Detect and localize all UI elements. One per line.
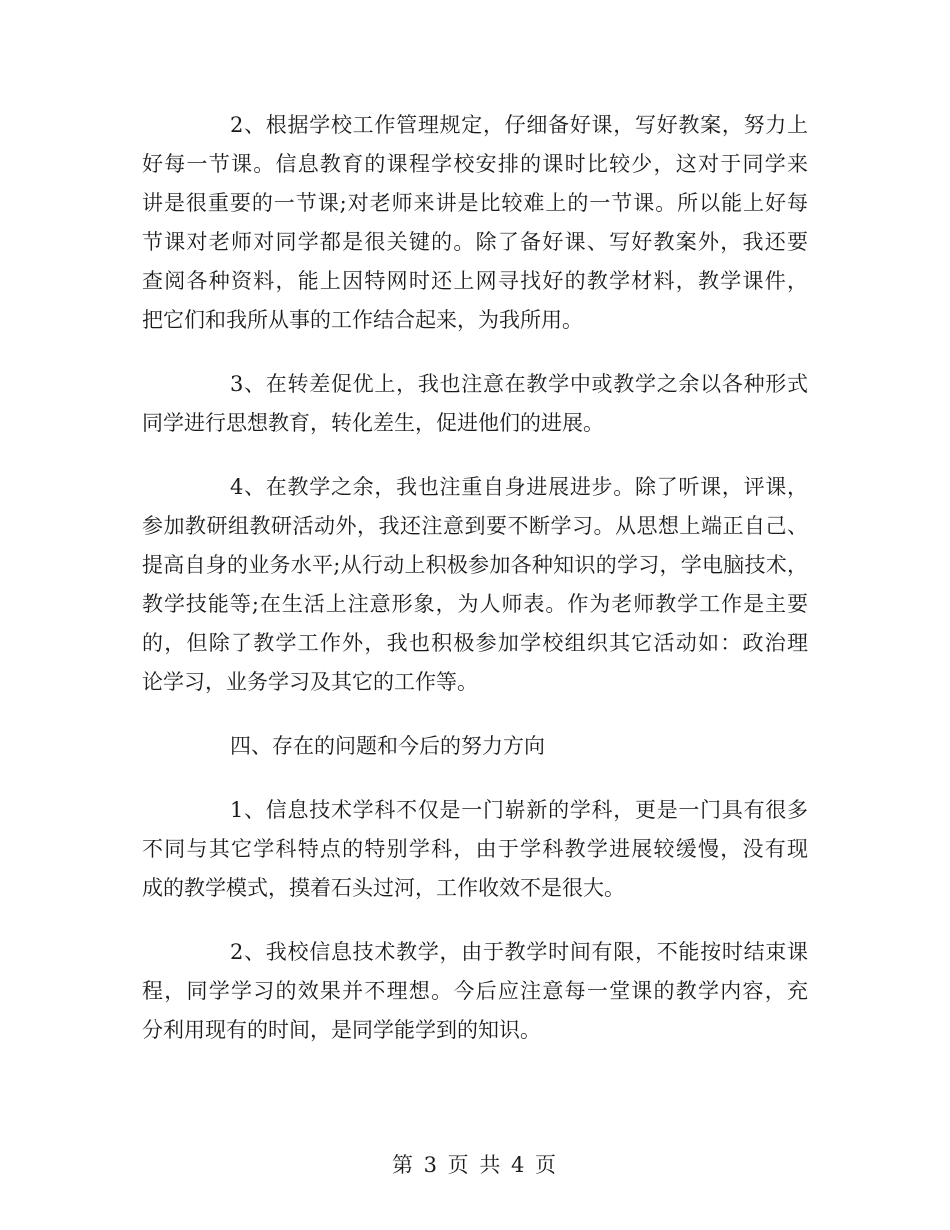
text-line: 不同与其它学科特点的特别学科，由于学科教学进展较缓慢，没有现: [142, 837, 808, 861]
text-line: 1、信息技术学科不仅是一门崭新的学科，更是一门具有很多: [230, 798, 808, 822]
text-line: 参加教研组教研活动外，我还注意到要不断学习。从思想上端正自己、: [142, 514, 808, 538]
text-line: 3、在转差促优上，我也注意在教学中或教学之余以各种形式: [230, 372, 808, 396]
text-line: 程，同学学习的效果并不理想。今后应注意每一堂课的教学内容，充: [142, 979, 808, 1003]
text-line: 4、在教学之余，我也注重自身进展进步。除了听课，评课，: [230, 475, 808, 499]
page-number-footer: 第 3 页 共 4 页: [391, 1153, 559, 1177]
text-line: 的，但除了教学工作外，我也积极参加学校组织其它活动如：政治理: [142, 631, 808, 655]
text-line: 成的教学模式，摸着石头过河，工作收效不是很大。: [142, 876, 625, 900]
paragraph-4-self-development: [142, 468, 808, 702]
text-line: 分利用现有的时间，是同学能学到的知识。: [142, 1018, 541, 1042]
paragraph-3-improvement: [142, 365, 808, 443]
paragraph-2-lesson-preparation: [142, 106, 808, 340]
section-heading: 四、存在的问题和今后的努力方向: [230, 734, 545, 758]
page-content: [142, 106, 808, 1075]
text-line: 讲是很重要的一节课;对老师来讲是比较难上的一节课。所以能上好每: [142, 191, 808, 215]
text-line: 把它们和我所从事的工作结合起来，为我所用。: [142, 308, 583, 332]
text-line: 2、我校信息技术教学，由于教学时间有限，不能按时结束课: [230, 940, 808, 964]
paragraph-problem-2: [142, 933, 808, 1050]
text-line: 节课对老师对同学都是很关键的。除了备好课、写好教案外，我还要: [142, 230, 808, 254]
text-line: 2、根据学校工作管理规定，仔细备好课，写好教案，努力上: [230, 113, 808, 137]
text-line: 教学技能等;在生活上注意形象，为人师表。作为老师教学工作是主要: [142, 592, 808, 616]
text-line: 查阅各种资料，能上因特网时还上网寻找好的教学材料，教学课件，: [142, 269, 808, 293]
text-line: 论学习，业务学习及其它的工作等。: [142, 670, 478, 694]
text-line: 好每一节课。信息教育的课程学校安排的课时比较少，这对于同学来: [142, 152, 808, 176]
text-line: 提高自身的业务水平;从行动上积极参加各种知识的学习，学电脑技术，: [142, 553, 808, 577]
text-line: 同学进行思想教育，转化差生，促进他们的进展。: [142, 411, 604, 435]
paragraph-problem-1: [142, 791, 808, 908]
